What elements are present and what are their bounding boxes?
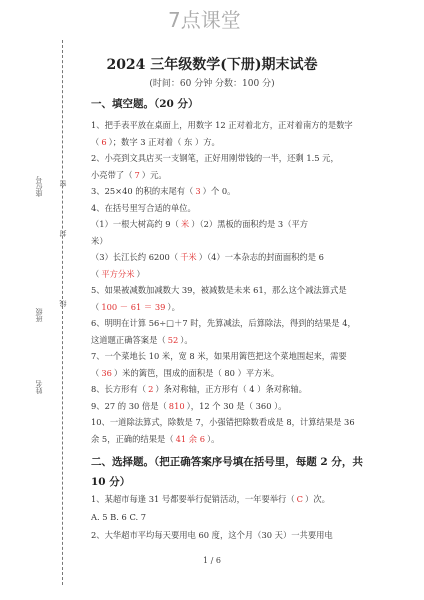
question-text: 这道题正确答案是（ (91, 334, 166, 345)
question-line (91, 219, 308, 230)
question-text: ） (136, 268, 145, 279)
section-heading: 一、填空题。（20 分） (91, 98, 199, 110)
answer-text: 3 (195, 186, 201, 196)
question-line (91, 384, 307, 395)
question-text: ）米的篱笆，围成的面积是（ 80 ）平方米。 (113, 367, 280, 378)
question-line (91, 434, 219, 445)
question-line (91, 302, 180, 313)
page-number: 1 / 6 (203, 556, 221, 565)
question-line (91, 252, 324, 263)
question-text: 1、某超市每逢 31 号都要举行促销活动，一年要举行（ (91, 494, 295, 504)
question-line (91, 417, 355, 428)
binding-line (62, 40, 64, 585)
answer-text: 36 (101, 367, 112, 378)
question-line (91, 170, 167, 181)
answer-text: C (296, 494, 304, 504)
question-line (91, 351, 347, 362)
question-text: （ (91, 367, 100, 378)
answer-text: 米 (180, 219, 190, 229)
question-text: 10、一道除法算式，除数是 7，小强错把除数看成是 8，计算结果是 36 (91, 417, 355, 427)
question-text: ）条对称轴，正方形有（ 4 ）条对称轴。 (155, 384, 307, 394)
answer-text: 100 － 61 ＝ 39 (101, 301, 166, 312)
question-text: ） (99, 235, 108, 246)
question-text: （ (91, 301, 100, 312)
answer-text: 41 余 6 (175, 433, 206, 444)
question-line (91, 153, 339, 164)
page-title: 2024 三年级数学(下册)期末试卷 (106, 57, 318, 73)
question-line (91, 269, 145, 280)
question-text: 5、如果被减数加减数大 39，被减数是未来 61，那么这个减法算式是 (91, 285, 347, 295)
question-text: ）次。 (305, 494, 330, 504)
answer-text: 平方分米 (101, 268, 135, 279)
question-text: A. 5 B. 6 C. 7 (91, 512, 147, 522)
seat-number-label: 座位号 (35, 176, 43, 197)
question-line (91, 401, 287, 412)
answer-text: 6 (101, 136, 107, 147)
question-text: ），12 个 30 是（ 360 ）。 (186, 400, 287, 411)
name-label: 姓名 (35, 380, 43, 394)
question-text: ）（2）黑板的面积约是 3（平方 (191, 219, 309, 229)
seal-marker: 封 (59, 230, 67, 237)
question-text: 6、明明在计算 56÷□＋7 时，先算减法，后算除法，得到的结果是 4， (91, 318, 356, 328)
watermark: 7点课堂 (168, 8, 241, 32)
question-text: 1、把手表平放在桌面上，用数字 12 正对着北方，正对着南方的是数字 (91, 120, 353, 130)
question-line (91, 203, 196, 214)
answer-text: 52 (167, 334, 179, 345)
question-line (91, 335, 193, 346)
question-text: 小亮带了（ (91, 169, 133, 180)
question-line (91, 186, 235, 197)
question-text: （1）一根大树高约 9（ (91, 219, 179, 229)
question-line (91, 236, 108, 247)
question-text: 余 5，正确的结果是（ (91, 433, 174, 444)
page-subtitle: (时间：60 分钟 分数：100 分) (149, 79, 275, 89)
answer-text: 810 (168, 400, 185, 411)
answer-text: 2 (148, 384, 154, 394)
question-line (91, 494, 330, 505)
question-text: ）。 (167, 301, 180, 312)
seal-marker: 密 (59, 180, 67, 187)
question-text: ）（4）一本杂志的封面面积约是 6 (198, 252, 324, 262)
question-text: ）。 (180, 334, 193, 345)
question-line (91, 120, 353, 131)
answer-text: 7 (134, 169, 140, 180)
class-label: 班级 (35, 308, 43, 322)
question-text: （3）长江长约 6200（ (91, 252, 179, 262)
answer-text: 千米 (180, 252, 197, 262)
question-line (91, 137, 220, 148)
question-text: 米 (91, 235, 100, 246)
question-text: ）个 0。 (202, 186, 236, 196)
question-text: 2、小亮到文具店买一支钢笔，正好用刚带钱的一半，还剩 1.5 元， (91, 153, 339, 163)
question-text: （ (91, 268, 100, 279)
seal-marker: 线 (59, 300, 67, 307)
question-text: ）。 (207, 433, 220, 444)
question-line (91, 368, 279, 379)
section-heading-continued: 10 分） (91, 476, 131, 488)
question-text: 2、大华超市平均每天要用电 60 度，这个月（30 天）一共要用电 (91, 530, 333, 540)
question-text: （ (91, 136, 100, 147)
question-text: 9、27 的 30 倍是（ (91, 400, 167, 411)
question-text: 4、在括号里写合适的单位。 (91, 202, 196, 213)
question-line (91, 512, 146, 523)
section-heading: 二、选择题。（把正确答案序号填在括号里，每题 2 分，共 (91, 456, 363, 468)
question-text: 7、一个菜地长 10 米，宽 8 米，如果用篱笆把这个菜地围起来，需要 (91, 351, 347, 361)
question-line (91, 318, 356, 329)
question-text: ）；数字 3 正对着（ 东 ）方。 (108, 136, 220, 147)
question-line (91, 285, 347, 296)
question-text: 3、25×40 的积的末尾有（ (91, 186, 194, 196)
question-text: 8、长方形有（ (91, 384, 147, 394)
question-text: ）元。 (141, 169, 167, 180)
question-line (91, 530, 333, 541)
